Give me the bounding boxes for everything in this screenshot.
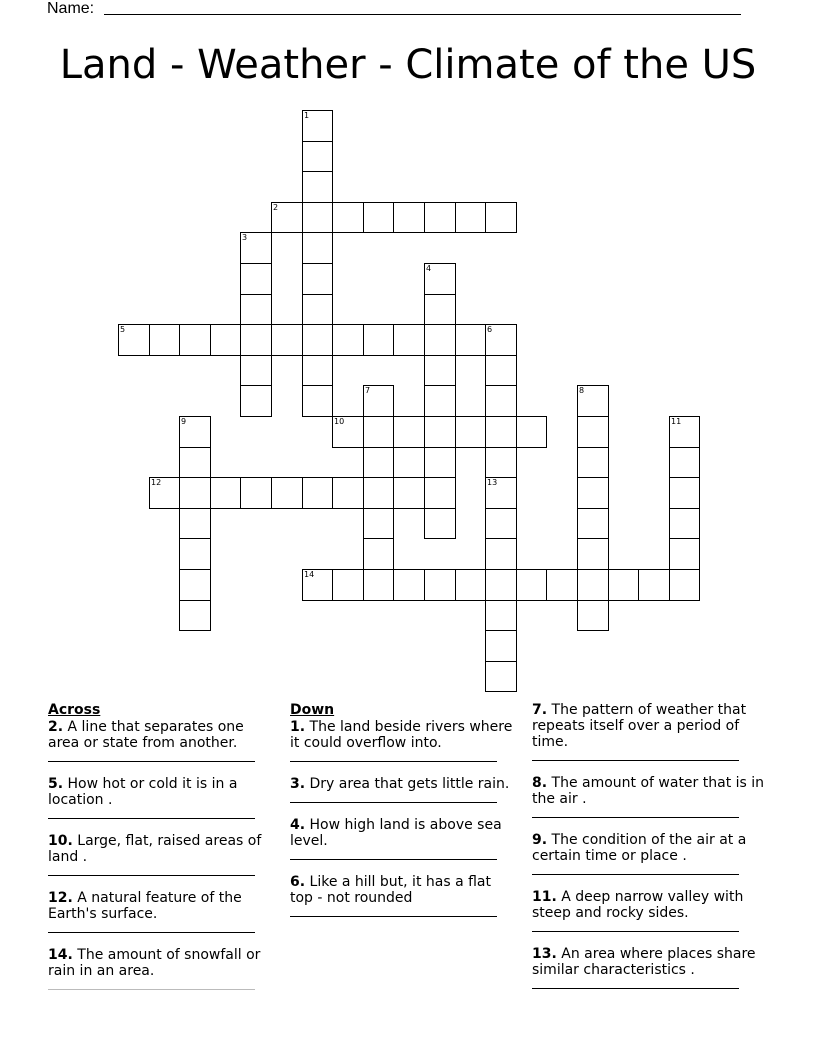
page-title: Land - Weather - Climate of the US (59, 42, 757, 88)
grid-cell[interactable] (393, 416, 425, 448)
clue-number: 13 (487, 478, 498, 487)
grid-cell[interactable] (363, 508, 394, 539)
grid-cell[interactable] (485, 416, 517, 448)
grid-cell[interactable] (363, 324, 394, 356)
grid-cell[interactable] (546, 569, 578, 601)
grid-cell[interactable] (455, 202, 486, 233)
grid-cell[interactable] (179, 416, 211, 448)
answer-line (532, 760, 739, 761)
grid-cell[interactable] (669, 508, 700, 539)
grid-cell[interactable] (179, 477, 211, 509)
grid-cell[interactable] (149, 477, 180, 509)
clue-down-3: 3. Dry area that gets little rain. (290, 776, 510, 792)
grid-cell[interactable] (638, 569, 670, 601)
grid-cell[interactable] (271, 477, 303, 509)
grid-cell[interactable] (393, 324, 425, 356)
grid-cell[interactable] (485, 324, 517, 356)
grid-cell[interactable] (240, 294, 272, 325)
grid-cell[interactable] (424, 569, 456, 601)
grid-cell[interactable] (332, 324, 364, 356)
grid-cell[interactable] (363, 416, 394, 448)
grid-cell[interactable] (271, 202, 303, 233)
grid-cell[interactable] (516, 569, 547, 601)
answer-line (290, 859, 497, 860)
clue-number: 14 (304, 570, 315, 579)
grid-cell[interactable] (179, 569, 211, 601)
clue-number: 12 (151, 478, 162, 487)
grid-cell[interactable] (455, 416, 486, 448)
grid-cell[interactable] (577, 600, 609, 631)
grid-cell[interactable] (332, 416, 364, 448)
grid-cell[interactable] (149, 324, 180, 356)
grid-cell[interactable] (302, 294, 333, 325)
clue-number: 11 (671, 417, 682, 426)
clue-column-1 (48, 702, 273, 1004)
clue-number: 1 (304, 111, 310, 120)
grid-cell[interactable] (577, 508, 609, 539)
grid-cell[interactable] (363, 385, 394, 417)
answer-line (48, 989, 255, 990)
clue-column-3 (532, 702, 767, 1003)
grid-cell[interactable] (393, 569, 425, 601)
grid-cell[interactable] (302, 263, 333, 295)
grid-cell[interactable] (485, 508, 517, 539)
grid-cell[interactable] (363, 202, 394, 233)
grid-cell[interactable] (240, 477, 272, 509)
clue-down-6: 6. Like a hill but, it has a flat top - not rounded (290, 874, 491, 906)
grid-cell[interactable] (424, 385, 456, 417)
answer-line (290, 802, 497, 803)
clue-down-7: 7. The pattern of weather that repeats itself over a period of time. (532, 702, 747, 750)
grid-cell[interactable] (393, 202, 425, 233)
grid-cell[interactable] (179, 538, 211, 570)
clue-across-12: 12. A natural feature of the Earth's surface. (48, 890, 242, 922)
grid-cell[interactable] (179, 508, 211, 539)
grid-cell[interactable] (210, 477, 241, 509)
answer-line (48, 818, 255, 819)
grid-cell[interactable] (577, 416, 609, 448)
clue-number: 8 (579, 386, 585, 395)
grid-cell[interactable] (302, 569, 333, 601)
answer-line (48, 761, 255, 762)
grid-cell[interactable] (240, 385, 272, 417)
grid-cell[interactable] (424, 202, 456, 233)
grid-cell[interactable] (424, 416, 456, 448)
clue-down-11: 11. A deep narrow valley with steep and rocky sides. (532, 889, 744, 921)
grid-cell[interactable] (485, 569, 517, 601)
clue-number: 6 (487, 325, 493, 334)
grid-cell[interactable] (240, 263, 272, 295)
grid-cell[interactable] (179, 324, 211, 356)
clue-down-4: 4. How high land is above sea level. (290, 817, 502, 849)
clue-across-10: 10. Large, flat, raised areas of land . (48, 833, 262, 865)
grid-cell[interactable] (577, 385, 609, 417)
clue-across-14: 14. The amount of snowfall or rain in an area. (48, 947, 261, 979)
grid-cell[interactable] (240, 324, 272, 356)
clue-down-13: 13. An area where places share similar characteristics . (532, 946, 756, 978)
grid-cell[interactable] (669, 538, 700, 570)
grid-cell[interactable] (485, 630, 517, 662)
grid-cell[interactable] (271, 324, 303, 356)
clue-number: 10 (334, 417, 345, 426)
answer-line (48, 932, 255, 933)
clue-number: 2 (273, 203, 279, 212)
grid-cell[interactable] (577, 569, 609, 601)
grid-cell[interactable] (302, 232, 333, 264)
grid-cell[interactable] (608, 569, 639, 601)
down-heading: Down (290, 702, 335, 718)
grid-cell[interactable] (240, 232, 272, 264)
grid-cell[interactable] (302, 171, 333, 203)
grid-cell[interactable] (577, 477, 609, 509)
grid-cell[interactable] (302, 477, 333, 509)
grid-cell[interactable] (332, 569, 364, 601)
grid-cell[interactable] (302, 110, 333, 142)
grid-cell[interactable] (424, 477, 456, 509)
grid-cell[interactable] (669, 416, 700, 448)
grid-cell[interactable] (363, 477, 394, 509)
grid-cell[interactable] (455, 324, 486, 356)
clue-number: 3 (242, 233, 248, 242)
grid-cell[interactable] (424, 508, 456, 539)
clue-down-9: 9. The condition of the air at a certain time or place . (532, 832, 747, 864)
grid-cell[interactable] (424, 294, 456, 325)
answer-line (290, 761, 497, 762)
grid-cell[interactable] (485, 447, 517, 478)
grid-cell[interactable] (302, 385, 333, 417)
clue-number: 5 (120, 325, 126, 334)
grid-cell[interactable] (302, 141, 333, 172)
across-heading: Across (48, 702, 101, 718)
clue-number: 4 (426, 264, 432, 273)
grid-cell[interactable] (179, 600, 211, 631)
grid-cell[interactable] (669, 569, 700, 601)
clue-across-2: 2. A line that separates one area or state from another. (48, 719, 244, 751)
answer-line (48, 875, 255, 876)
grid-cell[interactable] (179, 447, 211, 478)
grid-cell[interactable] (516, 416, 547, 448)
grid-cell[interactable] (669, 447, 700, 478)
grid-cell[interactable] (240, 355, 272, 386)
grid-cell[interactable] (363, 447, 394, 478)
grid-cell[interactable] (424, 447, 456, 478)
grid-cell[interactable] (118, 324, 150, 356)
grid-cell[interactable] (424, 355, 456, 386)
clue-number: 9 (181, 417, 187, 426)
grid-cell[interactable] (302, 355, 333, 386)
answer-line (532, 817, 739, 818)
grid-cell[interactable] (363, 569, 394, 601)
grid-cell[interactable] (485, 600, 517, 631)
grid-cell[interactable] (363, 538, 394, 570)
grid-cell[interactable] (302, 324, 333, 356)
grid-cell[interactable] (424, 263, 456, 295)
name-label: Name: (47, 0, 95, 17)
grid-cell[interactable] (485, 202, 517, 233)
grid-cell[interactable] (424, 324, 456, 356)
clue-down-1: 1. The land beside rivers where it could overflow into. (290, 719, 513, 751)
grid-cell[interactable] (669, 477, 700, 509)
grid-cell[interactable] (393, 477, 425, 509)
clue-down-8: 8. The amount of water that is in the air . (532, 775, 765, 807)
grid-cell[interactable] (332, 477, 364, 509)
grid-cell[interactable] (485, 385, 517, 417)
grid-cell[interactable] (455, 569, 486, 601)
grid-cell[interactable] (332, 202, 364, 233)
clue-across-5: 5. How hot or cold it is in a location . (48, 776, 238, 808)
answer-line (532, 931, 739, 932)
grid-cell[interactable] (302, 202, 333, 233)
clue-number: 7 (365, 386, 371, 395)
grid-cell[interactable] (577, 447, 609, 478)
grid-cell[interactable] (485, 477, 517, 509)
answer-line (532, 874, 739, 875)
grid-cell[interactable] (485, 355, 517, 386)
clue-column-2 (290, 702, 515, 931)
grid-cell[interactable] (577, 538, 609, 570)
answer-line (532, 988, 739, 989)
grid-cell[interactable] (210, 324, 241, 356)
grid-cell[interactable] (485, 538, 517, 570)
grid-cell[interactable] (485, 661, 517, 692)
answer-line (290, 916, 497, 917)
